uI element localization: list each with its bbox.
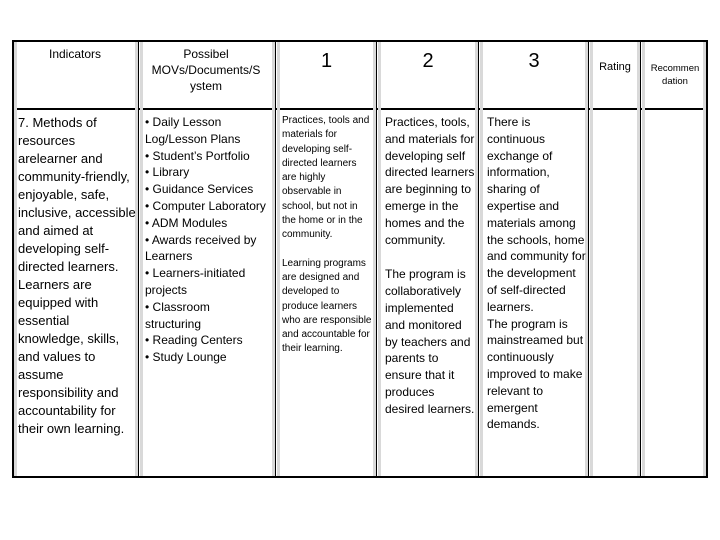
recommendation-cell[interactable] xyxy=(646,114,702,474)
movs-list xyxy=(145,114,269,366)
shade-strip xyxy=(703,42,706,476)
header-indicators: Indicators xyxy=(48,47,102,61)
list-item: • ADM Modules xyxy=(145,215,228,230)
level-3-description xyxy=(487,114,587,433)
shade-strip xyxy=(373,42,376,476)
level-2-paragraph-2: The program is collaboratively implemented and monitored by teachers and parents to ensure that it produces desired learners. xyxy=(385,267,475,416)
col-border-1 xyxy=(138,40,139,478)
shade-strip xyxy=(378,42,381,476)
shade-strip xyxy=(14,42,17,476)
list-item: • Computer Laboratory xyxy=(145,198,266,213)
col-border-5 xyxy=(588,40,589,478)
list-item: • Study Lounge xyxy=(145,350,227,365)
header-bottom-border xyxy=(12,108,708,110)
shade-strip xyxy=(590,42,593,476)
list-item: • Learners-initiated projects xyxy=(145,266,246,297)
level-1-description xyxy=(282,114,372,357)
list-item: • Student’s Portfolio xyxy=(145,148,250,163)
list-item: • Daily Lesson Log/Lesson Plans xyxy=(145,115,241,146)
table-top-border xyxy=(12,40,708,42)
shade-strip xyxy=(637,42,640,476)
list-item: • Awards received by Learners xyxy=(145,232,257,264)
col-border-6 xyxy=(640,40,641,478)
list-item: • Guidance Services xyxy=(145,182,254,197)
shade-strip xyxy=(140,42,143,476)
level-2-paragraph-1: Practices, tools, and materials for developing self directed learners are beginning to emerge in the homes and the community. xyxy=(385,115,475,247)
indicator-text: 7. Methods of resources arelearner and community-friendly, enjoyable, safe, inclusive, accessible and aimed at developing self-directed learners. Learners are equipped with essential knowledge, skills, and values to assume responsibility and accountability for their own learning. xyxy=(18,115,136,436)
list-item: • Reading Centers xyxy=(145,333,243,348)
rating-cell[interactable] xyxy=(594,114,636,474)
table-bottom-border xyxy=(12,476,708,478)
shade-strip xyxy=(480,42,483,476)
level-3-paragraph-2: The program is mainstreamed but continuously improved to make relevant to emergent demands. xyxy=(487,316,584,432)
level-2-description xyxy=(385,114,475,418)
level-3-paragraph-1: There is continuous exchange of information, sharing of expertise and materials among the schools, home and community for the development of self-directed learners. xyxy=(487,115,586,314)
level-1-paragraph-1: Practices, tools and materials for developing self-directed learners are highly observable in school, but not in the home or in the community. xyxy=(282,115,370,241)
header-level-2: 2 xyxy=(422,50,434,72)
shade-strip xyxy=(642,42,645,476)
header-movs: Possibel MOVs/Documents/S ystem xyxy=(151,47,261,93)
col-border-4 xyxy=(478,40,479,478)
shade-strip xyxy=(272,42,275,476)
col-border-7 xyxy=(706,40,708,478)
header-rating: Rating xyxy=(599,61,631,73)
header-recommendation: Recommen dation xyxy=(650,63,700,87)
shade-strip xyxy=(277,42,280,476)
col-border-2 xyxy=(275,40,276,478)
col-border-3 xyxy=(376,40,377,478)
list-item: • Classroom structuring xyxy=(145,299,210,331)
header-level-1: 1 xyxy=(320,50,333,72)
header-level-3: 3 xyxy=(528,50,540,72)
list-item: • Library xyxy=(145,165,190,180)
level-1-paragraph-2: Learning programs are designed and developed to produce learners who are responsible and accountable for their learning. xyxy=(282,257,372,355)
shade-strip xyxy=(475,42,478,476)
